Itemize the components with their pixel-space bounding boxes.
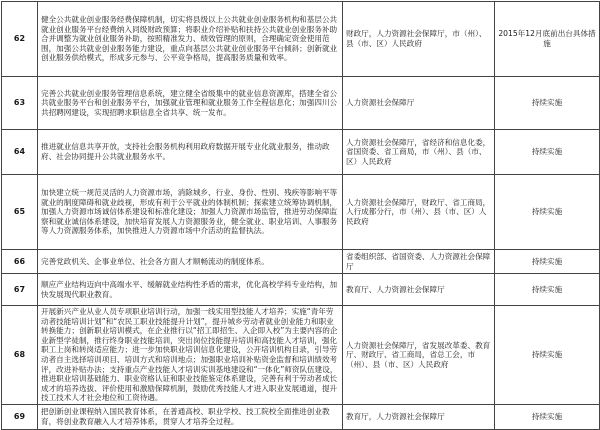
table-row [2, 404, 600, 429]
task-content: 完善公共就业创业服务管理信息系统，建立健全省级集中的就业信息资源库，搭建全省公共就业服务平台和创业服务平台，加强就业管理和就业服务工作全程信息化；加强四川公共招聘网建设，实现招聘求职信息全省共享、统一发布。 [38, 77, 343, 130]
task-content: 把创新创业课程纳入国民教育体系，在普通高校、职业学校、技工院校全面推进创业教育，将创业教育融入人才培养体系，贯穿人才培养全过程。 [38, 404, 343, 429]
time-requirement: 持续实施 [495, 175, 600, 250]
table-row [2, 175, 600, 250]
row-number: 64 [2, 130, 38, 175]
table-row [2, 274, 600, 306]
task-content: 推进就业信息共享开放，支持社会服务机构利用政府数据开展专业化就业服务，推动政府、社会协同提升公共就业服务水平。 [38, 130, 343, 175]
time-requirement: 持续实施 [495, 250, 600, 274]
responsible-departments: 省委组织部、省国资委、人力资源社会保障厅 [343, 250, 495, 274]
task-content: 健全公共就业创业服务经费保障机制，切实将县级以上公共就业创业服务机构和基层公共就业创业服务平台经费纳入同级财政预算；将职业介绍补贴和扶持公共就业创业服务补助合并调整为就业创业服务补助，按照精准发力、绩效管理的原则，合理确定资金使用范围，加强公共就业创业服务能力建设，重点向基层公共就业创业服务平台倾斜；创新就业创业服务供给模式，形成多元参与、公平竞争格局，提高服务质量和效率。 [38, 2, 343, 77]
time-requirement: 持续实施 [495, 274, 600, 306]
row-number: 62 [2, 2, 38, 77]
table-row [2, 130, 600, 175]
row-number: 68 [2, 306, 38, 405]
policy-task-table [1, 1, 600, 430]
time-requirement: 2015年12月底前出台具体措施 [495, 2, 600, 77]
time-requirement: 持续实施 [495, 130, 600, 175]
task-content: 顺应产业结构迈向中高端水平、缓解就业结构性矛盾的需求，优化高校学科专业结构，加快发展现代职业教育。 [38, 274, 343, 306]
table-row [2, 306, 600, 405]
time-requirement: 持续实施 [495, 306, 600, 405]
table-row [2, 250, 600, 274]
responsible-departments: 教育厅，人力资源社会保障厅 [343, 404, 495, 429]
row-number: 67 [2, 274, 38, 306]
time-requirement: 持续实施 [495, 77, 600, 130]
table-row [2, 2, 600, 77]
responsible-departments: 人力资源社会保障厅，财政厅、省工商局，人行成都分行，市（州）、县（市、区）人民政府 [343, 175, 495, 250]
responsible-departments: 人力资源社会保障厅 [343, 77, 495, 130]
responsible-departments: 财政厅，人力资源社会保障厅，市（州）、县（市、区）人民政府 [343, 2, 495, 77]
row-number: 69 [2, 404, 38, 429]
task-content: 加快建立统一规范灵活的人力资源市场，消除城乡、行业、身份、性别、残疾等影响平等就业的制度障碍和就业歧视，形成有利于公平就业的体制机制；探索建立统筹协调机制，加强人力资源市场诚信体系建设和标准化建设；加强人力资源市场监管，推进劳动保障监察和就业诚信体系建设，加快培育发展人力资源服务业，健全就业、职业培训、人事服务等人力资源服务体系，加快推进人力资源市场中介活动的监督执法。 [38, 175, 343, 250]
task-content: 开展新兴产业从业人员专项职业培训行动，加强一线实用型技能人才培养；实施“青年劳动者技能培训计划”和“农民工职业技能提升计划”，提升城乡劳动者就业创业能力和职业转换能力；创新职业培训模式，在企业推行以“招工即招生、入企即入校”为主要内容的企业新型学徒制，推行终身职业技能培训，突出岗位技能提升培训和高技能人才培训，强化职工上岗和转岗适应能力；进一步加快职业培训信息化建设，公开培训机构目录，引导劳动者自主选择培训项目、培训方式和培训地点；加强职业培训补贴资金监督和培训绩效考评，改进补贴办法；支持重点产业技能人才培训实训基地建设和“一体化”师资队伍建设，推进职业培训基础能力、职业资格认证和职业技能鉴定体系建设，完善有利于劳动者成长成才的培养选拔、评价使用和激励保障机制，鼓励优秀技能人才进入职业发展通道，提升技工技术人才社会地位和工资待遇。 [38, 306, 343, 405]
table-row [2, 77, 600, 130]
time-requirement: 持续实施 [495, 404, 600, 429]
row-number: 65 [2, 175, 38, 250]
task-content: 完善党政机关、企事业单位、社会各方面人才顺畅流动的制度体系。 [38, 250, 343, 274]
responsible-departments: 人力资源社会保障厅，省发展改革委、教育厅、财政厅、省工商局，省总工会，市（州）、县（市、区）人民政府 [343, 306, 495, 405]
responsible-departments: 教育厅、人力资源社会保障厅 [343, 274, 495, 306]
row-number: 63 [2, 77, 38, 130]
responsible-departments: 人力资源社会保障厅，省经济和信息化委，省国资委、省工商局，市（州）、县（市、区）人民政府 [343, 130, 495, 175]
row-number: 66 [2, 250, 38, 274]
